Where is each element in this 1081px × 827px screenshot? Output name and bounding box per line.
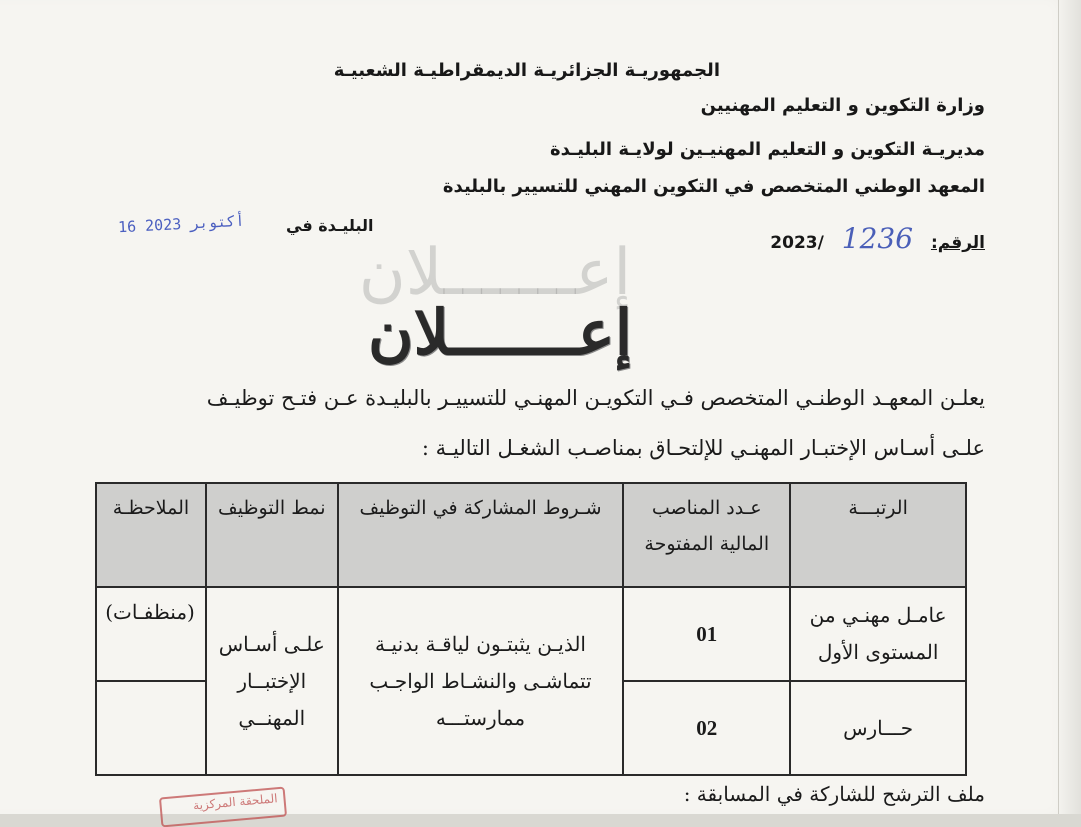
intro-line-2: علـى أسـاس الإختبـار المهنـي للإلتحـاق بمناصـب الشغـل التاليـة : [421,436,985,460]
conditions-cell: الذيـن يثبتـون لياقـة بدنيـة تتماشـى والنشـاط الواجـب ممارستـــه [338,587,624,775]
directorate-heading: مديريـة التكوين و التعليم المهنيـين لولايـة البليـدة [549,139,985,160]
announcement-title: إعـــــــلان [368,296,632,369]
reference-row [770,222,985,255]
count-cell: 02 [623,681,790,775]
count-cell: 01 [623,587,790,681]
table-row [96,587,966,681]
place-label: البليـدة في [286,216,374,235]
note-cell [96,681,206,775]
reference-number: 1236 [841,222,914,255]
official-stamp: الملحقة المركزية [159,787,287,827]
reference-label: الرقم: [930,233,985,253]
ministry-heading: وزارة التكوين و التعليم المهنيين [700,95,985,116]
republic-heading: الجمهوريـة الجزائريـة الديمقراطيـة الشعبيـة [333,60,720,81]
date-stamp: 16 أكتوبر 2023 [117,211,245,237]
page-edge [1058,0,1081,814]
intro-line-1: يعلـن المعهـد الوطنـي المتخصص فـي التكويـن المهنـي للتسييـر بالبليـدة عـن فتـح توظيـف [206,386,985,410]
header-note: الملاحظـة [96,483,206,587]
reference-year: /2023 [770,233,824,253]
header-rank: الرتبـــة [790,483,966,587]
rank-cell: حـــارس [790,681,966,775]
mode-cell: علـى أسـاس الإختبــار المهنــي [206,587,338,775]
positions-table [95,482,967,776]
note-cell: (منظفـات) [96,587,206,681]
header-conditions: شـروط المشاركة في التوظيف [338,483,624,587]
institute-heading: المعهد الوطني المتخصص في التكوين المهني للتسيير بالبليدة [442,176,985,197]
header-mode: نمط التوظيف [206,483,338,587]
title-show-through: إعـــــــلان [358,236,632,310]
table-header-row [96,483,966,587]
header-count: عـدد المناصب المالية المفتوحة [623,483,790,587]
rank-cell: عامـل مهنـي من المستوى الأول [790,587,966,681]
application-file-heading: ملف الترشح للشاركة في المسابقة : [683,782,985,806]
